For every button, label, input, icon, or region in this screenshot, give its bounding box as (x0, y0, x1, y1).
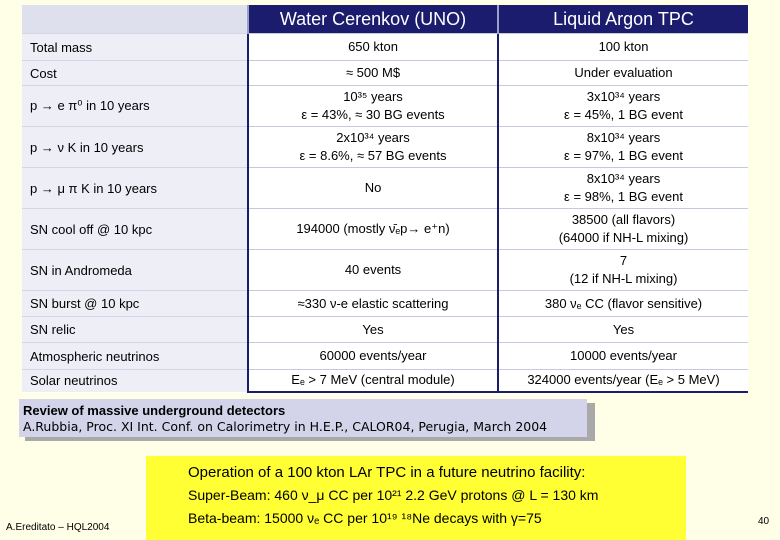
lar-cell: 380 νₑ CC (flavor sensitive) (498, 291, 748, 317)
uno-cell: 2x10³⁴ years ε = 8.6%, ≈ 57 BG events (248, 127, 498, 168)
header-uno: Water Cerenkov (UNO) (248, 5, 498, 34)
lar-cell: 10000 events/year (498, 343, 748, 370)
row-label: Solar neutrinos (22, 370, 248, 392)
betabeam-line: Beta-beam: 15000 νₑ CC per 10¹⁹ ¹⁸Ne decays with γ=75 (188, 510, 542, 526)
uno-cell: ≈330 ν-e elastic scattering (248, 291, 498, 317)
table-row (22, 127, 748, 168)
table-row (22, 61, 748, 86)
uno-cell: 194000 (mostly ν̄ₑp→ e⁺n) (248, 209, 498, 250)
row-label: SN in Andromeda (22, 250, 248, 291)
uno-cell: No (248, 168, 498, 209)
highlight-heading: Operation of a 100 kton LAr TPC in a future neutrino facility: (188, 464, 586, 481)
uno-cell: 10³⁵ years ε = 43%, ≈ 30 BG events (248, 86, 498, 127)
table-row (22, 370, 748, 392)
table-row (22, 317, 748, 343)
table-header-row (22, 5, 748, 34)
header-corner (22, 5, 248, 34)
lar-cell: 3x10³⁴ years ε = 45%, 1 BG event (498, 86, 748, 127)
highlight-box (146, 456, 686, 540)
lar-cell: 8x10³⁴ years ε = 98%, 1 BG event (498, 168, 748, 209)
row-label: p → ν K in 10 years (22, 127, 248, 168)
row-label: SN burst @ 10 kpc (22, 291, 248, 317)
row-label: Atmospheric neutrinos (22, 343, 248, 370)
table-row (22, 209, 748, 250)
row-label: Cost (22, 61, 248, 86)
uno-cell: Yes (248, 317, 498, 343)
table-row (22, 34, 748, 61)
table-row (22, 250, 748, 291)
lar-cell: 38500 (all flavors) (64000 if NH-L mixing) (498, 209, 748, 250)
lar-cell: 100 kton (498, 34, 748, 61)
lar-cell: 8x10³⁴ years ε = 97%, 1 BG event (498, 127, 748, 168)
uno-cell: 650 kton (248, 34, 498, 61)
row-label: SN relic (22, 317, 248, 343)
header-lar: Liquid Argon TPC (498, 5, 748, 34)
row-label: SN cool off @ 10 kpc (22, 209, 248, 250)
uno-cell: ≈ 500 M$ (248, 61, 498, 86)
reference-box (19, 399, 587, 437)
uno-cell: 60000 events/year (248, 343, 498, 370)
lar-cell: Yes (498, 317, 748, 343)
reference-title: Review of massive underground detectors (23, 403, 286, 418)
row-label: Total mass (22, 34, 248, 61)
reference-citation: A.Rubbia, Proc. XI Int. Conf. on Calorimetry in H.E.P., CALOR04, Perugia, March 2004 (23, 419, 548, 434)
table-row (22, 86, 748, 127)
superbeam-line: Super-Beam: 460 ν_μ CC per 10²¹ 2.2 GeV protons @ L = 130 km (188, 487, 599, 503)
comparison-table (22, 5, 748, 393)
uno-cell: Eₑ > 7 MeV (central module) (248, 370, 498, 392)
row-label: p → μ π K in 10 years (22, 168, 248, 209)
uno-cell: 40 events (248, 250, 498, 291)
table-row (22, 168, 748, 209)
lar-cell: 324000 events/year (Eₑ > 5 MeV) (498, 370, 748, 392)
author-footer: A.Ereditato – HQL2004 (6, 522, 110, 533)
lar-cell: Under evaluation (498, 61, 748, 86)
lar-cell: 7 (12 if NH-L mixing) (498, 250, 748, 291)
row-label: p → e π⁰ in 10 years (22, 86, 248, 127)
table-row (22, 343, 748, 370)
page-number: 40 (758, 516, 770, 527)
table-row (22, 291, 748, 317)
